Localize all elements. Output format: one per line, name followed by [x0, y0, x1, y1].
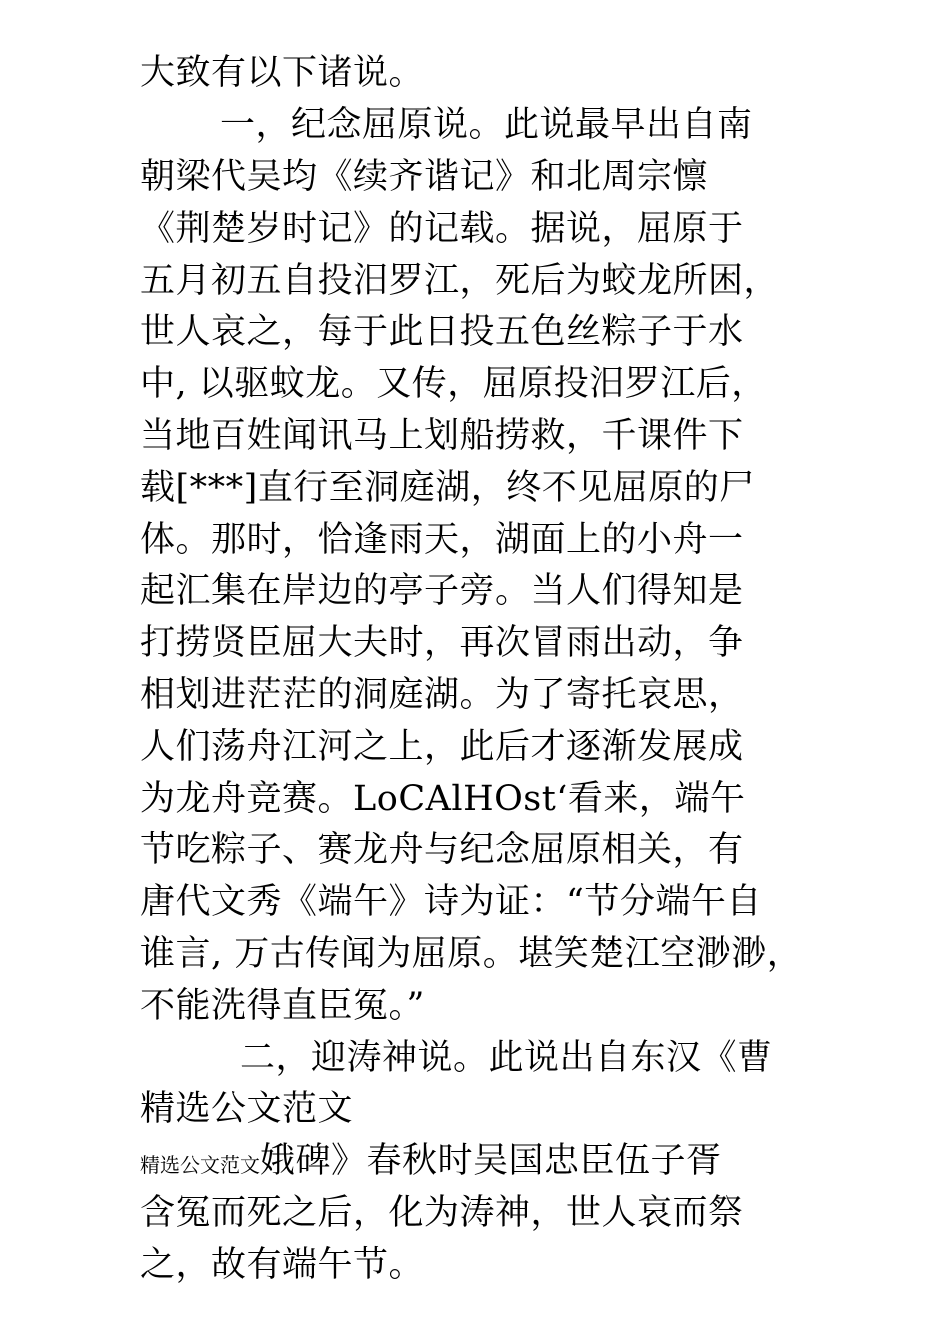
text-line: 精选公文范文 — [140, 1089, 354, 1129]
text-line: 节吃粽子、赛龙舟与纪念屈原相关，有 — [140, 830, 744, 870]
text-line: 含冤而死之后，化为涛神，世人哀而祭 — [140, 1193, 744, 1233]
text-line: 中, 以驱蚊龙。又传，屈原投汨罗江后， — [140, 364, 767, 404]
text-line: 一，纪念屈原说。此说最早出自南 — [220, 105, 753, 145]
text-line: 二，迎涛神说。此说出自东汉《曹 — [240, 1038, 773, 1078]
text-line: 唐代文秀《端午》诗为证：“节分端午自 — [140, 882, 762, 922]
text-line — [140, 1137, 722, 1185]
footer-label: 精选公文范文 — [140, 1153, 260, 1177]
text-line: 当地百姓闻讯马上划船捞救，千课件下 — [140, 416, 744, 456]
text-line: 之，故有端午节。 — [140, 1245, 425, 1285]
text-line: 五月初五自投汨罗江，死后为蛟龙所困， — [140, 261, 780, 301]
text-line: 相划进茫茫的洞庭湖。为了寄托哀思， — [140, 675, 744, 715]
text-line: 朝梁代吴均《续齐谐记》和北周宗懔 — [140, 157, 709, 197]
text-line: 大致有以下诸说。 — [140, 53, 425, 93]
text-line: 人们荡舟江河之上，此后才逐渐发展成 — [140, 727, 744, 767]
text-line: 为龙舟竞赛。LoCAlHOst‘看来，端午 — [140, 779, 746, 819]
text-line: 《荆楚岁时记》的记载。据说，屈原于 — [140, 209, 744, 249]
text-line: 打捞贤臣屈大夫时，再次冒雨出动，争 — [140, 623, 744, 663]
text-line: 载[***]直行至洞庭湖，终不见屈原的尸 — [140, 468, 755, 508]
text-line: 体。那时，恰逢雨天，湖面上的小舟一 — [140, 520, 744, 560]
text-line: 世人哀之，每于此日投五色丝粽子于水 — [140, 312, 744, 352]
text-line: 起汇集在岸边的亭子旁。当人们得知是 — [140, 571, 744, 611]
text-line: 不能洗得直臣冤。” — [140, 986, 425, 1026]
text-line-continuation: 娥碑》春秋时吴国忠臣伍子胥 — [260, 1141, 722, 1181]
text-line: 谁言, 万古传闻为屈原。堪笑楚江空渺渺， — [140, 934, 803, 974]
